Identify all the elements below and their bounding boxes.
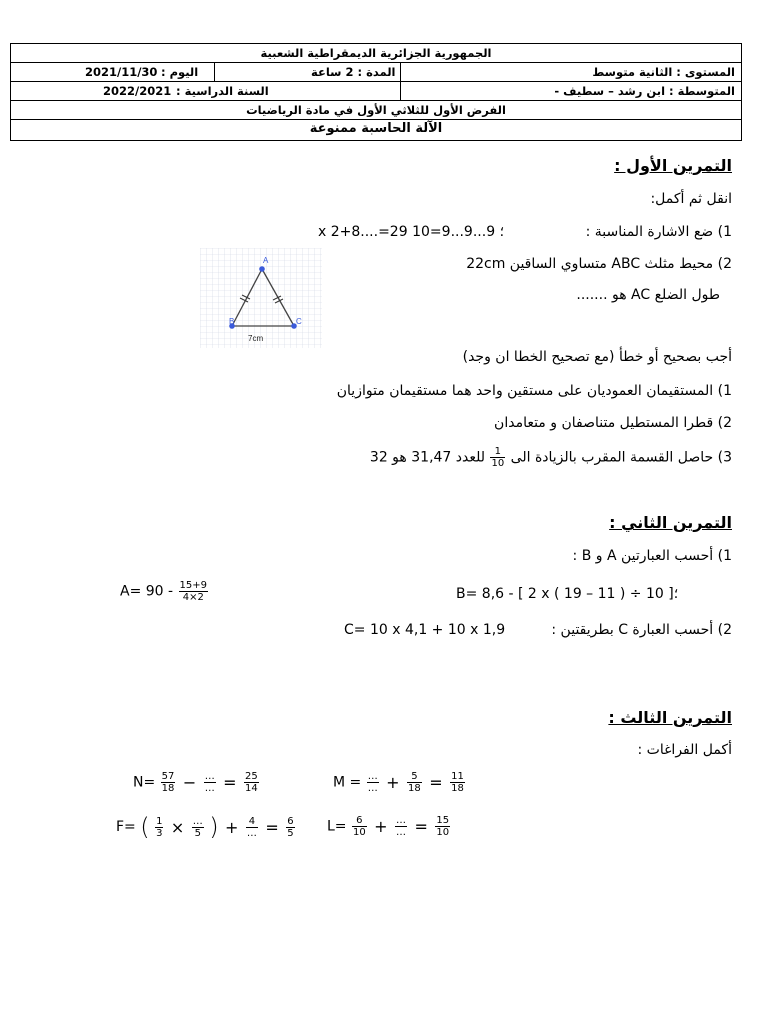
header-row-level [11,63,741,82]
tf3-text-a: 3) حاصل القسمة المقرب بالزيادة الى [510,449,732,466]
tf3-text-b: للعدد 31,47 هو 32 [369,449,486,466]
day-value: 2021/11/30 [85,65,158,79]
tf3-fraction: $\frac{1}{10}$ [491,446,505,469]
header-row-exam [11,101,741,120]
header-table [10,43,742,141]
expression-a [120,580,209,603]
ex1-intro: انقل ثم أكمل: [650,191,732,207]
ex2-title: التمرين الثاني : [609,513,732,532]
triangle-figure [200,248,322,348]
expression-c: C= 10 x 4,1 + 10 x 1,9 [344,622,506,638]
calculator-note: الآلة الحاسبة ممنوعة [309,121,443,136]
day-label: اليوم : [161,65,199,79]
duration-text: المدة : 2 ساعة [311,65,396,79]
header-row-republic [11,44,741,63]
level-text: المستوى : الثانية متوسط [592,65,735,79]
label-b: B [229,317,235,326]
expression-b: B= 8,6 - [ 2 x ( 19 – 11 ) ÷ 10 ]؛ [456,586,679,602]
ex3-intro: أكمل الفراغات : [637,742,732,758]
ex3-title: التمرين الثالث : [608,708,732,727]
school-text: المتوسطة : ابن رشد – سطيف - [554,84,735,98]
equation-m: M = $\frac{\dots}{\dots}$ + $\frac{5}{18}$ = $\frac{11}{18}$ [333,771,464,794]
equation-l: L= $\frac{6}{10}$ + $\frac{\dots}{\dots}$ = $\frac{15}{10}$ [327,815,450,838]
close-paren: ) [209,813,219,841]
ex1-q2: 2) محيط مثلث ABC متساوي الساقين 22cm [466,256,732,272]
year-value: 2022/2021 [103,84,172,98]
expression-a-fraction: $\frac{15+9}{4\times 2}$ [179,580,207,603]
header-row-calculator [11,120,741,140]
label-c: C [296,317,302,326]
vertex-a [259,266,265,272]
republic-title: الجمهورية الجزائرية الديمقراطية الشعبية [260,46,492,60]
equation-n: N= $\frac{57}{18}$ − $\frac{\dots}{\dots}$ = $\frac{25}{14}$ [133,771,258,794]
ex2-q2: 2) أحسب العبارة C بطريقتين : [551,622,732,638]
ex1-q2-side: طول الضلع AC هو ....... [576,287,720,303]
figure-grid [200,248,322,348]
ex1-title: التمرين الأول : [614,156,732,175]
ex1-q1: 1) ضع الاشارة المناسبة : [585,224,732,240]
ex1-tf-intro: أجب بصحيح أو خطأ (مع تصحيح الخطا ان وجد) [462,349,732,365]
ex1-q1-expression: x 2+8....=29 ؛ 9...9...9=10 [318,224,505,240]
ex2-q1: 1) أحسب العبارتين A و B : [572,548,732,564]
exam-title: الفرض الأول للثلاثي الأول في مادة الرياضيات [246,103,506,117]
label-base-length: 7cm [248,334,264,343]
label-a: A [263,256,269,265]
equation-f: F= ( $\frac{1}{3}$ × $\frac{\dots}{5}$ ) + $\frac{4}{\dots}$ = $\frac{6}{5}$ [116,813,294,841]
open-paren: ( [140,813,150,841]
ex1-tf3 [370,446,732,469]
year-label: السنة الدراسية : [176,84,269,98]
ex1-tf2: 2) قطرا المستطيل متناصفان و متعامدان [494,415,732,431]
expression-a-prefix: A= 90 - [120,583,174,600]
header-row-school [11,82,741,101]
ex1-tf1: 1) المستقيمان العموديان على مستقين واحد هما مستقيمان متوازيان [336,383,732,399]
